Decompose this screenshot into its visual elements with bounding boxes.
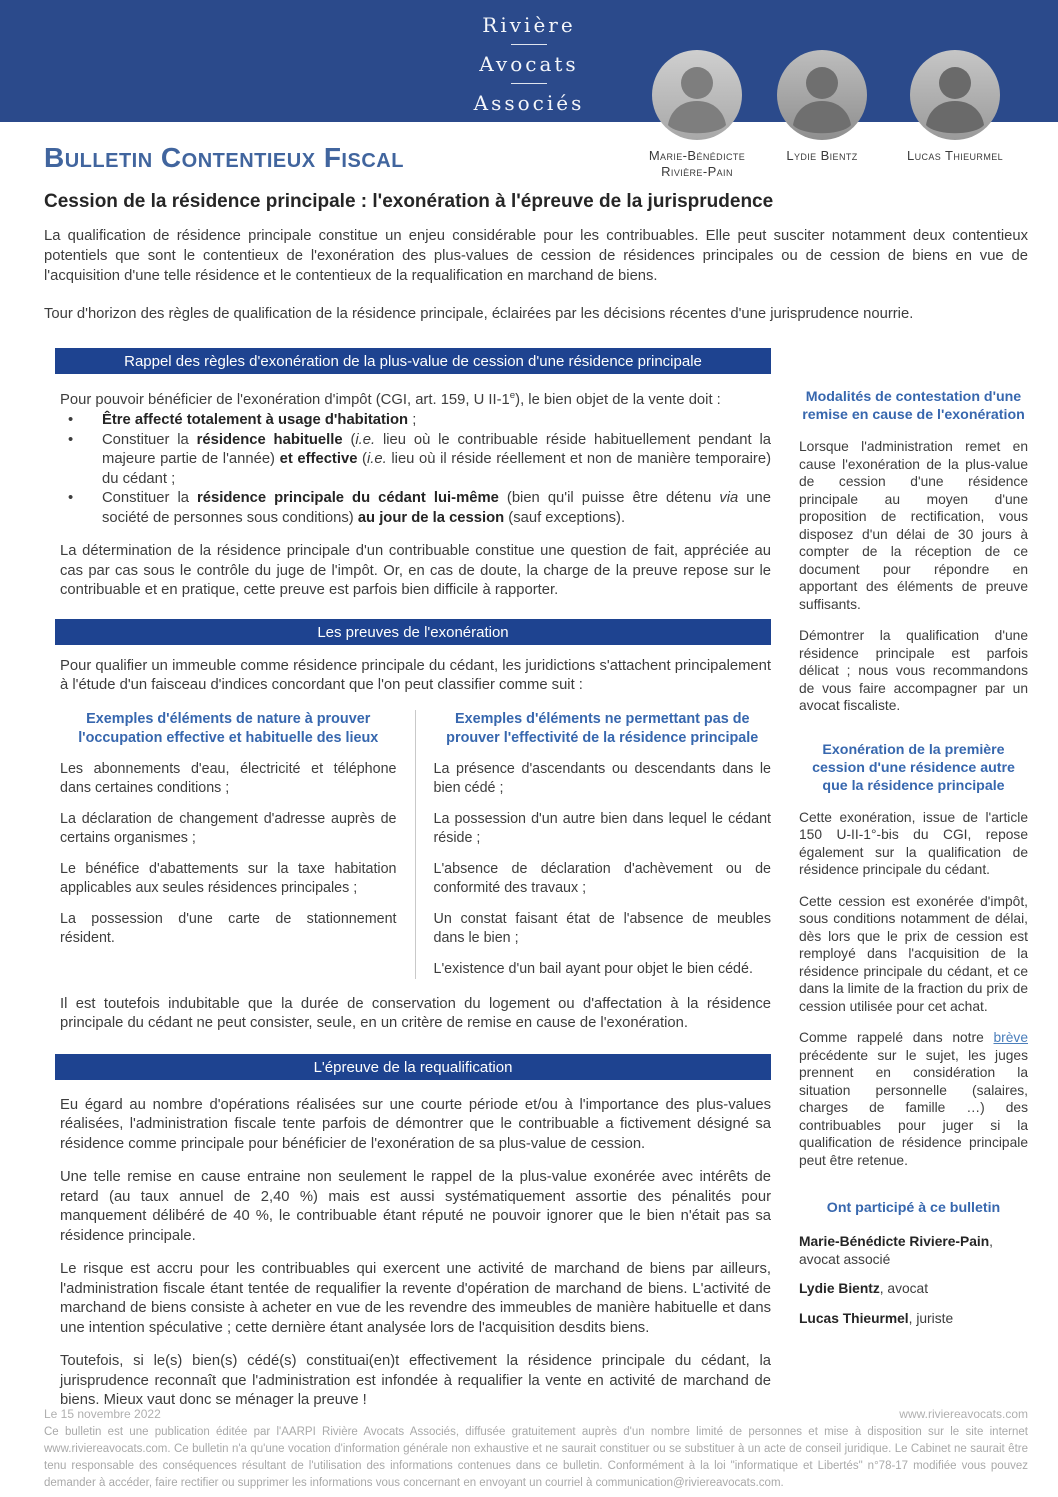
sidebar-column: [799, 336, 1028, 1411]
person-name-line: Marie-Bénédicte: [648, 148, 746, 163]
logo-line-riviere: Rivière: [482, 13, 576, 37]
sidebar-paragraph: Comme rappelé dans notre brève précédente sur le sujet, les juges prennent en considération la situation personnelle (salaires, charges de famille …) des contribuables pour juger si la qualification de résidence principale peut être retenue.: [799, 1030, 1028, 1168]
footer-website: www.riviereavocats.com: [899, 1407, 1028, 1421]
intro-block: [44, 226, 1028, 324]
body-paragraph: Pour pouvoir bénéficier de l'exonération d'impôt (CGI, art. 159, U II-1e), le bien objet de la vente doit :: [60, 390, 721, 408]
sidebar-paragraph: Lorsque l'administration remet en cause l'exonération de la plus-value de cession d'une résidence principale au moyen d'une proposition de rectification, vous disposez d'un délai de 30 jours à compter de la réception de ce document pour répondre en apportant des éléments de preuve suffisants.: [799, 439, 1028, 612]
examples-left-column: [60, 710, 416, 979]
bullet-item: [60, 489, 771, 528]
participants-heading: Ont participé à ce bulletin: [826, 1200, 1001, 1216]
logo-divider: [511, 44, 547, 45]
bullet-item: [60, 411, 771, 431]
logo-divider: [511, 83, 547, 84]
examples-right-column: [416, 710, 772, 979]
examples-table: [60, 710, 771, 979]
bullet-marker: •: [68, 412, 74, 429]
sidebar-paragraph: Cette exonération, issue de l'article 150 U-II-1°-bis du CGI, repose également sur la qualification de résidence principale du cédant.: [799, 809, 1028, 877]
breve-link[interactable]: brève: [993, 1030, 1028, 1045]
logo-line-associes: Associés: [473, 91, 585, 115]
intro-paragraph: Tour d'horizon des règles de qualification de la résidence principale, éclairées par les décisions récentes d'une jurisprudence nourrie.: [44, 306, 914, 322]
section-banner-preuves: Les preuves de l'exonération: [55, 619, 771, 645]
participant-row: Marie-Bénédicte Riviere-Pain, avocat associé: [799, 1234, 994, 1267]
person-name: [627, 148, 767, 180]
footer-disclaimer: Ce bulletin est une publication éditée par l'AARPI Rivière Avocats Associés, diffusée gratuitement auprès d'un nombre limité de personnes et mise à disposition sur le site internet www.riviereavocats.com. Ce bulletin n'a qu'une vocation d'information générale non exhaustive et ne saurait constituer ou se substituer à un acte de conseil juridique. Le Cabinet ne saurait être tenu responsable des conséquences résultant de l'utilisation des informations contenues dans ce bulletin. Conformément à la loi "informatique et Libertés" n°78-17 modifiée vous pouvez demander à accéder, faire rectifier ou supprimer les informations vous concernant en envoyant un courriel à communication@riviereavocats.com.: [44, 1426, 1028, 1489]
bullet-marker: •: [68, 490, 74, 507]
example-item: La présence d'ascendants ou descendants dans le bien cédé ;: [433, 760, 771, 796]
body-paragraph: La détermination de la résidence principale d'un contribuable constitue une question de fait, appréciée au cas par cas sous le contrôle du juge de l'impôt. Or, en cas de doute, la charge de la preuve repose sur le contribuable et en pratique, cette preuve est parfois bien difficile à rapporter.: [60, 543, 771, 599]
headline: Cession de la résidence principale : l'exonération à l'épreuve de la jurisprudence: [44, 191, 774, 212]
example-item: Le bénéfice d'abattements sur la taxe habitation applicables aux seules résidences principales ;: [60, 860, 397, 896]
page-content: [0, 142, 1058, 1411]
section-banner-rappel-regles: Rappel des règles d'exonération de la plus-value de cession d'une résidence principale: [55, 348, 771, 374]
participant-row: Lucas Thieurmel, juriste: [799, 1310, 954, 1326]
person-lydie: [752, 50, 892, 164]
body-paragraph: Pour qualifier un immeuble comme résidence principale du cédant, les juridictions s'attachent principalement à l'étude d'un faisceau d'indices concordant que l'on peut classifier comme suit :: [60, 657, 771, 694]
example-item: La possession d'une carte de stationnement résident.: [60, 910, 397, 946]
bullet-text: Être affecté totalement à usage d'habitation ;: [102, 412, 417, 429]
person-name-line: Lydie Bientz: [786, 148, 858, 163]
logo-line-avocats: Avocats: [479, 52, 579, 76]
sidebar-heading-modalites: Modalités de contestation d'une remise en cause de l'exonération: [802, 389, 1025, 423]
example-item: Les abonnements d'eau, électricité et téléphone dans certaines conditions ;: [60, 760, 397, 796]
body-paragraph: Toutefois, si le(s) bien(s) cédé(s) constituai(en)t effectivement la résidence principale du cédant, la jurisprudence reconnaît que l'administration est infondée à requalifier la vente en activité de marchand de biens. Mieux vaut donc se ménager la preuve !: [60, 1353, 771, 1409]
portrait-silhouette-icon: [777, 50, 867, 140]
sidebar-paragraph: Cette cession est exonérée d'impôt, sous conditions notamment de délai, dès lors que le prix de cession est remployé dans l'acquisition de la résidence principale du cédant, et ce dans la limite de la fraction du prix de cession utilisée pour cet achat.: [799, 893, 1028, 1014]
example-item: La possession d'un autre bien dans lequel le cédant réside ;: [433, 810, 771, 846]
portrait-lydie-photo: [777, 50, 867, 140]
bullet-text: Constituer la résidence habituelle (i.e. lieu où le contribuable réside habituellement pendant la majeure partie de l'année) et effective (i.e. lieu où il réside réellement et non de manière temporaire) du cédant ;: [102, 431, 772, 487]
section-banner-requalification: L'épreuve de la requalification: [55, 1054, 771, 1080]
person-lucas: [885, 50, 1025, 164]
body-paragraph: Il est toutefois indubitable que la durée de conservation du logement ou d'affectation à la résidence principale du cédant ne peut consister, seule, en un critère de remise en cause de l'exonération.: [60, 995, 771, 1032]
body-paragraph: Eu égard au nombre d'opérations réalisées sur une courte période et/ou à l'importance des plus-values réalisées, l'administration fiscale tente parfois de démontrer que le contribuable a fictivement désigné sa résidence comme principale pour bénéficier de l'exonération de sa plus-value de cession.: [60, 1096, 771, 1152]
person-name: [752, 148, 892, 164]
body-paragraph: Le risque est accru pour les contribuables qui exercent une activité de marchand de biens par ailleurs, l'administration fiscale étant tentée de requalifier la revente d'opération de marchand de biens. L'activité de marchand de biens consiste à acheter en vue de les revendre des immeubles de manière habituelle et dans une intention spéculative ; cette dernière étant analysée lors de l'acquisition desdits biens.: [60, 1261, 771, 1336]
footer-date: Le 15 novembre 2022: [44, 1407, 161, 1421]
body-paragraph: Une telle remise en cause entraine non seulement le rappel de la plus-value exonérée avec intérêts de retard (au taux annuel de 2,40 %) mais est aussi systématiquement assortie des pénalités pour manquement délibéré de 40 %, le contribuable étant réputé ne pouvoir ignorer que le bien n'était pas sa résidence principale.: [60, 1169, 771, 1244]
portrait-silhouette-icon: [652, 50, 742, 140]
sidebar-paragraph: Démontrer la qualification d'une résidence principale est parfois délicat ; nous vous recommandons de vous faire accompagner par un avocat fiscaliste.: [799, 628, 1028, 713]
example-item: La déclaration de changement d'adresse auprès de certains organismes ;: [60, 810, 397, 846]
conditions-list: [60, 411, 771, 528]
portrait-lucas-photo: [910, 50, 1000, 140]
person-name-line: Lucas Thieurmel: [906, 148, 1004, 163]
example-item: L'existence d'un bail ayant pour objet le bien cédé.: [433, 960, 753, 977]
footer-meta-row: [44, 1407, 1028, 1421]
examples-right-heading: Exemples d'éléments ne permettant pas de prouver l'effectivité de la résidence principale: [446, 710, 759, 746]
page-footer: [44, 1407, 1028, 1492]
examples-left-heading: Exemples d'éléments de nature à prouver l'occupation effective et habituelle des lieux: [78, 710, 379, 746]
main-column: [44, 336, 771, 1411]
sidebar-heading-premiere-cession: Exonération de la première cession d'une résidence autre que la résidence principale: [812, 741, 1015, 794]
bullet-item: [60, 431, 771, 490]
example-item: Un constat faisant état de l'absence de meubles dans le bien ;: [433, 910, 771, 946]
bullet-text: Constituer la résidence principale du cédant lui-même (bien qu'il puisse être détenu via une société de personnes sous conditions) au jour de la cession (sauf exceptions).: [102, 490, 771, 526]
page-title: Bulletin Contentieux Fiscal: [44, 142, 404, 173]
person-marie-benedicte: [627, 50, 767, 180]
person-name: [885, 148, 1025, 164]
portrait-silhouette-icon: [910, 50, 1000, 140]
intro-paragraph: La qualification de résidence principale constitue un enjeu considérable pour les contribuables. Elle peut susciter notamment deux contentieux potentiels que sont le contentieux de l'exonération des plus-values de cession de résidences principales ou de cession de biens en vue de l'acquisition d'une telle résidence et le contentieux de la requalification en marchand de biens.: [44, 228, 1028, 284]
content-columns: [44, 336, 1028, 1411]
example-item: L'absence de déclaration d'achèvement ou de conformité des travaux ;: [433, 860, 771, 896]
person-name-line: Rivière-Pain: [661, 164, 733, 179]
portrait-marie-benedicte-photo: [652, 50, 742, 140]
bullet-marker: •: [68, 431, 74, 448]
participant-row: Lydie Bientz, avocat: [799, 1281, 929, 1296]
